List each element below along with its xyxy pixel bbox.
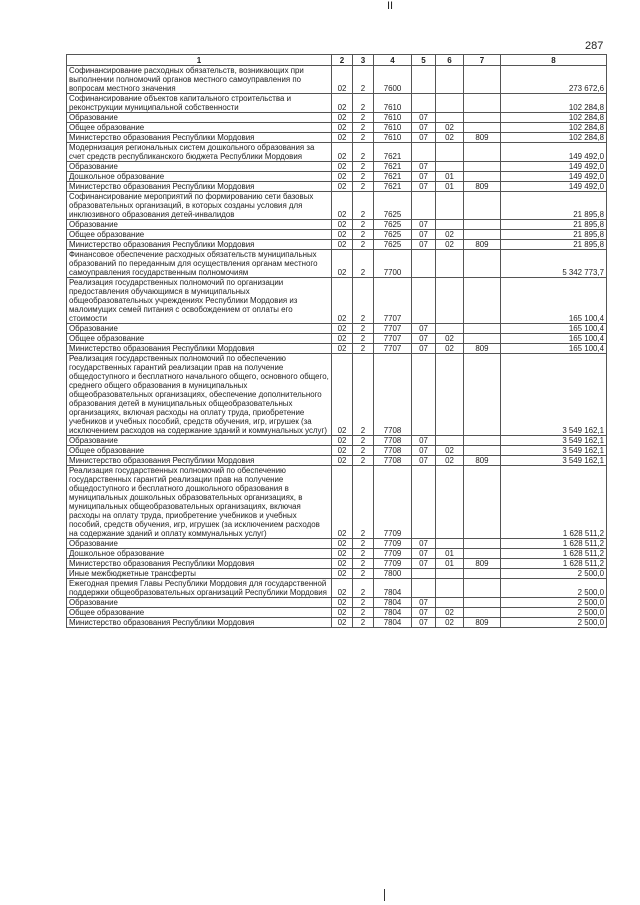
row-name: Министерство образования Республики Мордовия [67, 133, 332, 143]
row-col3: 2 [353, 456, 374, 466]
row-name: Дошкольное образование [67, 172, 332, 182]
row-name: Реализация государственных полномочий по организации предоставления обучающимся в муниципальных общеобразовательных учреждениях Республики Мордовия из малоимущих семей питания с освобождением от оплаты его стоимости [67, 278, 332, 324]
row-col2: 02 [332, 354, 353, 436]
row-amount: 149 492,0 [501, 172, 607, 182]
table-row [67, 559, 607, 569]
row-col6 [436, 436, 464, 446]
row-col2: 02 [332, 598, 353, 608]
row-col2: 02 [332, 220, 353, 230]
row-col5: 07 [412, 344, 436, 354]
row-col7 [464, 579, 501, 598]
table-row [67, 334, 607, 344]
page-number: 287 [585, 40, 604, 52]
row-col4: 7800 [374, 569, 412, 579]
row-col5: 07 [412, 539, 436, 549]
row-col2: 02 [332, 240, 353, 250]
row-col5: 07 [412, 240, 436, 250]
row-col5: 07 [412, 324, 436, 334]
row-amount: 3 549 162,1 [501, 456, 607, 466]
row-col6 [436, 143, 464, 162]
row-col5: 07 [412, 113, 436, 123]
top-mark: II [387, 0, 394, 12]
row-amount: 3 549 162,1 [501, 354, 607, 436]
row-col3: 2 [353, 539, 374, 549]
row-col5: 07 [412, 608, 436, 618]
row-col4: 7621 [374, 172, 412, 182]
row-name: Финансовое обеспечение расходных обязательств муниципальных образований по переданным для осуществления органам местного самоуправления государственным полномочиям [67, 250, 332, 278]
row-col4: 7708 [374, 436, 412, 446]
row-col6: 02 [436, 344, 464, 354]
table-row [67, 598, 607, 608]
row-col7 [464, 354, 501, 436]
table-row [67, 123, 607, 133]
row-col7 [464, 220, 501, 230]
row-col5: 07 [412, 133, 436, 143]
row-col3: 2 [353, 608, 374, 618]
row-col2: 02 [332, 549, 353, 559]
row-col4: 7804 [374, 608, 412, 618]
row-amount: 3 549 162,1 [501, 446, 607, 456]
row-col3: 2 [353, 162, 374, 172]
row-col2: 02 [332, 192, 353, 220]
row-col3: 2 [353, 598, 374, 608]
row-col4: 7700 [374, 250, 412, 278]
row-col6: 02 [436, 456, 464, 466]
table-row [67, 182, 607, 192]
row-col7 [464, 436, 501, 446]
row-col6: 01 [436, 549, 464, 559]
row-col3: 2 [353, 133, 374, 143]
row-name: Образование [67, 436, 332, 446]
row-col2: 02 [332, 250, 353, 278]
row-name: Министерство образования Республики Мордовия [67, 559, 332, 569]
row-col2: 02 [332, 608, 353, 618]
row-col4: 7625 [374, 192, 412, 220]
row-amount: 2 500,0 [501, 569, 607, 579]
row-name: Общее образование [67, 334, 332, 344]
row-name: Министерство образования Республики Мордовия [67, 456, 332, 466]
row-col6: 02 [436, 334, 464, 344]
row-col4: 7625 [374, 240, 412, 250]
row-amount: 149 492,0 [501, 182, 607, 192]
row-col7 [464, 250, 501, 278]
row-col6 [436, 354, 464, 436]
row-col7 [464, 278, 501, 324]
table-row [67, 94, 607, 113]
row-col3: 2 [353, 436, 374, 446]
row-col4: 7625 [374, 220, 412, 230]
table-row [67, 113, 607, 123]
table-row [67, 162, 607, 172]
row-col2: 02 [332, 618, 353, 628]
table-row [67, 549, 607, 559]
row-col2: 02 [332, 230, 353, 240]
row-col6 [436, 192, 464, 220]
row-col5 [412, 354, 436, 436]
row-col6 [436, 598, 464, 608]
row-name: Софинансирование расходных обязательств, возникающих при выполнении полномочий органов местного самоуправления по вопросам местного значения [67, 66, 332, 94]
row-col2: 02 [332, 436, 353, 446]
row-col7 [464, 608, 501, 618]
row-col4: 7708 [374, 456, 412, 466]
row-col5: 07 [412, 446, 436, 456]
row-amount: 1 628 511,2 [501, 539, 607, 549]
table-row [67, 579, 607, 598]
row-col7 [464, 66, 501, 94]
row-name: Министерство образования Республики Мордовия [67, 618, 332, 628]
row-name: Модернизация региональных систем дошкольного образования за счет средств республиканского бюджета Республики Мордовия [67, 143, 332, 162]
row-amount: 102 284,8 [501, 113, 607, 123]
row-col2: 02 [332, 324, 353, 334]
table-row [67, 446, 607, 456]
row-col7 [464, 113, 501, 123]
row-col3: 2 [353, 192, 374, 220]
row-col7 [464, 94, 501, 113]
col-header: 5 [412, 55, 436, 66]
row-col5: 07 [412, 162, 436, 172]
row-col7 [464, 230, 501, 240]
row-col5: 07 [412, 230, 436, 240]
row-col2: 02 [332, 334, 353, 344]
row-amount: 1 628 511,2 [501, 549, 607, 559]
row-name: Образование [67, 324, 332, 334]
row-col3: 2 [353, 143, 374, 162]
row-col6 [436, 113, 464, 123]
row-col2: 02 [332, 569, 353, 579]
row-col6 [436, 220, 464, 230]
row-col7 [464, 324, 501, 334]
row-col7 [464, 569, 501, 579]
row-col2: 02 [332, 182, 353, 192]
row-col7 [464, 172, 501, 182]
table-row [67, 324, 607, 334]
row-col5 [412, 466, 436, 539]
row-col5: 07 [412, 618, 436, 628]
row-name: Образование [67, 113, 332, 123]
row-col4: 7709 [374, 549, 412, 559]
row-col6: 02 [436, 240, 464, 250]
row-amount: 273 672,6 [501, 66, 607, 94]
table-row [67, 66, 607, 94]
row-name: Реализация государственных полномочий по обеспечению государственных гарантий реализации прав на получение общедоступного и бесплатного начального общего, основного общего, среднего общего образования в муниципальных общеобразовательных организациях, обеспечение дополнительного образования детей в муниципальных общеобразовательных организациях, включая расходы на оплату труда, приобретение учебников и учебных пособий, средств обучения, игр, игрушек (за исключением расходов на содержание зданий и коммунальных услуг) [67, 354, 332, 436]
row-name: Дошкольное образование [67, 549, 332, 559]
row-col6 [436, 466, 464, 539]
row-col5 [412, 94, 436, 113]
row-amount: 5 342 773,7 [501, 250, 607, 278]
row-col4: 7707 [374, 334, 412, 344]
row-name: Софинансирование объектов капитального строительства и реконструкции муниципальной собственности [67, 94, 332, 113]
row-col3: 2 [353, 354, 374, 436]
row-col7: 809 [464, 133, 501, 143]
row-col7: 809 [464, 182, 501, 192]
row-col7: 809 [464, 344, 501, 354]
row-col7: 809 [464, 559, 501, 569]
row-col4: 7804 [374, 579, 412, 598]
row-col7: 809 [464, 456, 501, 466]
table-row [67, 133, 607, 143]
row-col4: 7707 [374, 278, 412, 324]
row-col6: 01 [436, 172, 464, 182]
row-col4: 7610 [374, 94, 412, 113]
row-col3: 2 [353, 344, 374, 354]
table-row [67, 240, 607, 250]
row-col5: 07 [412, 456, 436, 466]
row-col5 [412, 278, 436, 324]
row-col2: 02 [332, 559, 353, 569]
row-col4: 7625 [374, 230, 412, 240]
row-col6 [436, 66, 464, 94]
row-amount: 102 284,8 [501, 133, 607, 143]
row-amount: 165 100,4 [501, 324, 607, 334]
row-col7 [464, 446, 501, 456]
row-amount: 165 100,4 [501, 334, 607, 344]
row-col6 [436, 324, 464, 334]
row-col5: 07 [412, 182, 436, 192]
col-header: 6 [436, 55, 464, 66]
row-amount: 21 895,8 [501, 230, 607, 240]
row-name: Софинансирование мероприятий по формированию сети базовых образовательных организаций, в которых созданы условия для инклюзивного образования детей-инвалидов [67, 192, 332, 220]
table-row [67, 466, 607, 539]
row-col7 [464, 334, 501, 344]
row-amount: 165 100,4 [501, 278, 607, 324]
row-col3: 2 [353, 446, 374, 456]
row-col4: 7804 [374, 598, 412, 608]
row-name: Иные межбюджетные трансферты [67, 569, 332, 579]
row-col6 [436, 579, 464, 598]
table-row [67, 618, 607, 628]
row-col6 [436, 250, 464, 278]
row-col6 [436, 94, 464, 113]
row-amount: 2 500,0 [501, 618, 607, 628]
row-col5 [412, 66, 436, 94]
col-header: 2 [332, 55, 353, 66]
row-col4: 7621 [374, 143, 412, 162]
row-col5: 07 [412, 559, 436, 569]
row-col3: 2 [353, 466, 374, 539]
row-col5: 07 [412, 549, 436, 559]
row-col6: 02 [436, 230, 464, 240]
table-row [67, 250, 607, 278]
row-col2: 02 [332, 344, 353, 354]
row-col3: 2 [353, 334, 374, 344]
row-col3: 2 [353, 94, 374, 113]
row-amount: 21 895,8 [501, 240, 607, 250]
row-col7 [464, 123, 501, 133]
row-amount: 21 895,8 [501, 220, 607, 230]
col-header: 3 [353, 55, 374, 66]
row-col5: 07 [412, 220, 436, 230]
row-col5 [412, 569, 436, 579]
row-col4: 7621 [374, 182, 412, 192]
row-col3: 2 [353, 220, 374, 230]
row-col2: 02 [332, 539, 353, 549]
table-row [67, 172, 607, 182]
row-col4: 7707 [374, 344, 412, 354]
row-amount: 102 284,8 [501, 123, 607, 133]
budget-table [66, 54, 607, 628]
row-col5 [412, 250, 436, 278]
row-col2: 02 [332, 579, 353, 598]
row-col2: 02 [332, 143, 353, 162]
row-col5 [412, 579, 436, 598]
row-col6: 02 [436, 618, 464, 628]
row-col3: 2 [353, 559, 374, 569]
row-amount: 1 628 511,2 [501, 559, 607, 569]
col-header: 1 [67, 55, 332, 66]
row-col6: 02 [436, 123, 464, 133]
row-col3: 2 [353, 579, 374, 598]
row-col5: 07 [412, 334, 436, 344]
row-col6: 01 [436, 182, 464, 192]
row-amount: 102 284,8 [501, 94, 607, 113]
row-col4: 7707 [374, 324, 412, 334]
row-name: Министерство образования Республики Мордовия [67, 182, 332, 192]
table-row [67, 192, 607, 220]
table-row [67, 569, 607, 579]
row-col3: 2 [353, 240, 374, 250]
row-col6: 01 [436, 559, 464, 569]
table-row [67, 354, 607, 436]
row-col6: 02 [436, 446, 464, 456]
row-name: Образование [67, 162, 332, 172]
row-name: Общее образование [67, 123, 332, 133]
row-col5: 07 [412, 598, 436, 608]
table-row [67, 436, 607, 446]
row-col7 [464, 598, 501, 608]
table-row [67, 230, 607, 240]
row-col3: 2 [353, 324, 374, 334]
row-col7 [464, 192, 501, 220]
row-name: Ежегодная премия Главы Республики Мордовия для государственной поддержки общеобразовательных организаций Республики Мордовия [67, 579, 332, 598]
row-col5: 07 [412, 123, 436, 133]
row-col2: 02 [332, 456, 353, 466]
row-col7 [464, 143, 501, 162]
row-col4: 7804 [374, 618, 412, 628]
row-col4: 7709 [374, 466, 412, 539]
row-col2: 02 [332, 123, 353, 133]
row-col3: 2 [353, 172, 374, 182]
row-col6 [436, 569, 464, 579]
row-amount: 2 500,0 [501, 579, 607, 598]
row-col7 [464, 162, 501, 172]
col-header: 7 [464, 55, 501, 66]
bottom-mark [384, 889, 385, 901]
row-col6 [436, 162, 464, 172]
row-col3: 2 [353, 123, 374, 133]
table-row [67, 344, 607, 354]
row-col7: 809 [464, 618, 501, 628]
row-col5: 07 [412, 436, 436, 446]
row-name: Реализация государственных полномочий по обеспечению государственных гарантий реализации прав на получение общедоступного и бесплатного дошкольного образования в муниципальных дошкольных образовательных организациях, в муниципальных общеобразовательных организациях, включая расходы на оплату труда, приобретение учебников и учебных пособий, средств обучения, игр, игрушек (за исключением расходов на содержание зданий и оплату коммунальных услуг) [67, 466, 332, 539]
row-amount: 149 492,0 [501, 143, 607, 162]
row-col3: 2 [353, 250, 374, 278]
row-name: Образование [67, 220, 332, 230]
row-amount: 1 628 511,2 [501, 466, 607, 539]
row-col4: 7708 [374, 354, 412, 436]
row-col2: 02 [332, 94, 353, 113]
row-col3: 2 [353, 230, 374, 240]
row-col4: 7709 [374, 559, 412, 569]
col-header: 4 [374, 55, 412, 66]
row-col5 [412, 143, 436, 162]
row-col2: 02 [332, 133, 353, 143]
table-row [67, 220, 607, 230]
row-col3: 2 [353, 278, 374, 324]
row-name: Министерство образования Республики Мордовия [67, 344, 332, 354]
row-name: Образование [67, 539, 332, 549]
row-col7 [464, 549, 501, 559]
row-col2: 02 [332, 66, 353, 94]
row-col4: 7709 [374, 539, 412, 549]
row-col4: 7600 [374, 66, 412, 94]
table-row [67, 608, 607, 618]
row-col5: 07 [412, 172, 436, 182]
row-col6 [436, 278, 464, 324]
row-col6: 02 [436, 133, 464, 143]
row-col6 [436, 539, 464, 549]
table-row [67, 456, 607, 466]
row-col7: 809 [464, 240, 501, 250]
row-col3: 2 [353, 66, 374, 94]
row-col7 [464, 466, 501, 539]
row-col5 [412, 192, 436, 220]
row-amount: 149 492,0 [501, 162, 607, 172]
row-col4: 7621 [374, 162, 412, 172]
row-name: Общее образование [67, 230, 332, 240]
row-name: Общее образование [67, 608, 332, 618]
row-col4: 7610 [374, 123, 412, 133]
row-col3: 2 [353, 113, 374, 123]
row-col2: 02 [332, 446, 353, 456]
row-col3: 2 [353, 618, 374, 628]
table-row [67, 143, 607, 162]
row-name: Министерство образования Республики Мордовия [67, 240, 332, 250]
row-name: Общее образование [67, 446, 332, 456]
row-col2: 02 [332, 162, 353, 172]
table-row [67, 278, 607, 324]
row-col4: 7610 [374, 133, 412, 143]
row-col4: 7610 [374, 113, 412, 123]
row-col2: 02 [332, 113, 353, 123]
row-col7 [464, 539, 501, 549]
col-header: 8 [501, 55, 607, 66]
row-col3: 2 [353, 569, 374, 579]
row-amount: 2 500,0 [501, 608, 607, 618]
row-col2: 02 [332, 172, 353, 182]
row-col2: 02 [332, 466, 353, 539]
row-amount: 21 895,8 [501, 192, 607, 220]
row-amount: 165 100,4 [501, 344, 607, 354]
row-amount: 3 549 162,1 [501, 436, 607, 446]
row-col4: 7708 [374, 446, 412, 456]
header-row [67, 55, 607, 66]
row-col3: 2 [353, 549, 374, 559]
row-col2: 02 [332, 278, 353, 324]
row-col3: 2 [353, 182, 374, 192]
table-row [67, 539, 607, 549]
row-name: Образование [67, 598, 332, 608]
row-amount: 2 500,0 [501, 598, 607, 608]
row-col6: 02 [436, 608, 464, 618]
